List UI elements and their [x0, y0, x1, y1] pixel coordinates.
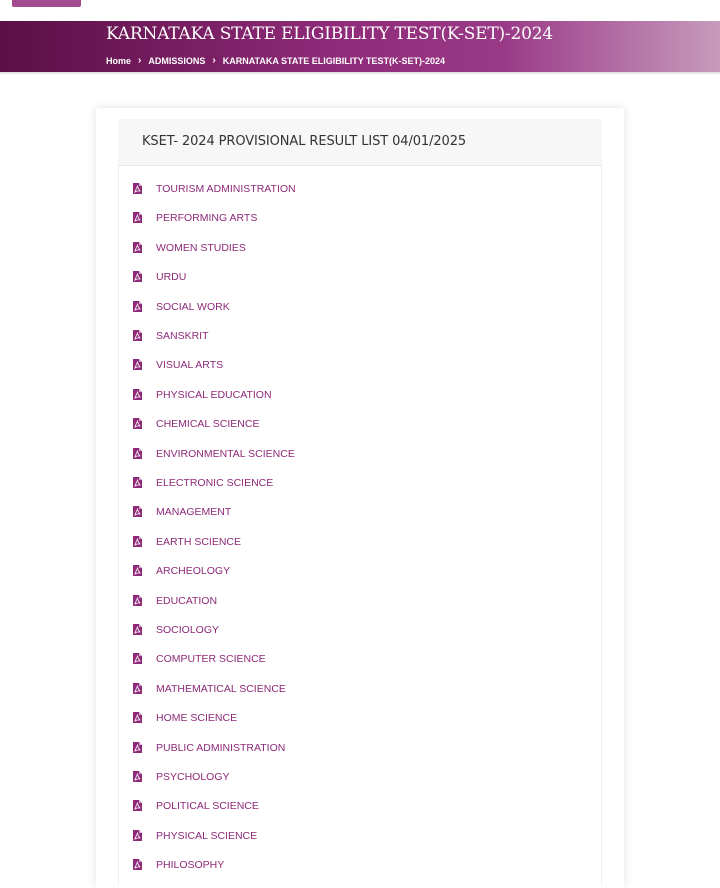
file-pdf-icon	[133, 183, 142, 194]
list-item	[119, 414, 603, 434]
result-list-card	[96, 108, 624, 888]
result-pdf-link[interactable]: PHYSICAL SCIENCE	[156, 829, 258, 842]
list-item	[119, 179, 603, 199]
chevron-right-icon: ›	[212, 55, 216, 66]
list-item	[119, 502, 603, 522]
file-pdf-icon	[133, 389, 142, 400]
list-item	[119, 738, 603, 758]
file-pdf-icon	[133, 477, 142, 488]
top-bar	[0, 0, 720, 21]
result-pdf-link[interactable]: SANSKRIT	[156, 330, 209, 342]
file-pdf-icon	[133, 624, 142, 635]
file-pdf-icon	[133, 683, 142, 694]
list-item	[119, 796, 603, 816]
result-pdf-link[interactable]: PERFORMING ARTS	[156, 212, 258, 225]
list-item	[119, 532, 603, 552]
file-pdf-icon	[133, 712, 142, 723]
file-pdf-icon	[133, 565, 142, 576]
list-item	[119, 561, 603, 581]
result-pdf-link[interactable]: HOME SCIENCE	[156, 712, 238, 725]
result-pdf-link[interactable]: ELECTRONIC SCIENCE	[156, 477, 274, 489]
list-item	[119, 297, 603, 317]
list-item	[119, 238, 603, 258]
file-pdf-icon	[133, 595, 142, 606]
result-pdf-link[interactable]: WOMEN STUDIES	[156, 241, 246, 254]
list-item	[119, 649, 603, 669]
list-item	[119, 208, 603, 228]
file-pdf-icon	[133, 448, 142, 459]
breadcrumb-admissions-link[interactable]: ADMISSIONS	[148, 55, 206, 66]
file-pdf-icon	[133, 212, 142, 223]
result-pdf-link[interactable]: PSYCHOLOGY	[156, 771, 230, 783]
result-pdf-link[interactable]: CHEMICAL SCIENCE	[156, 418, 260, 431]
list-item	[119, 826, 603, 846]
list-item	[119, 444, 603, 464]
result-pdf-link[interactable]: SOCIOLOGY	[156, 624, 220, 636]
list-item	[119, 355, 603, 375]
list-item	[119, 620, 603, 640]
result-pdf-link[interactable]: ENVIRONMENTAL SCIENCE	[156, 447, 295, 460]
result-pdf-link[interactable]: PHYSICAL EDUCATION	[156, 388, 272, 401]
result-pdf-link[interactable]: URDU	[156, 271, 187, 284]
card-title: KSET- 2024 PROVISIONAL RESULT LIST 04/01/2025	[142, 134, 467, 149]
file-pdf-icon	[133, 271, 142, 282]
result-pdf-link[interactable]: POLITICAL SCIENCE	[156, 800, 259, 813]
result-pdf-link[interactable]: MANAGEMENT	[156, 506, 232, 519]
breadcrumb-current: KARNATAKA STATE ELIGIBILITY TEST(K-SET)-2024	[222, 55, 446, 66]
list-item	[119, 385, 603, 405]
file-pdf-icon	[133, 653, 142, 664]
list-item	[119, 473, 603, 493]
banner-shadow	[0, 72, 720, 75]
list-item	[119, 591, 603, 611]
result-pdf-link[interactable]: COMPUTER SCIENCE	[156, 653, 266, 666]
file-pdf-icon	[133, 301, 142, 312]
result-pdf-link[interactable]: PUBLIC ADMINISTRATION	[156, 741, 286, 754]
result-pdf-link[interactable]: SOCIAL WORK	[156, 300, 230, 313]
file-pdf-icon	[133, 859, 142, 870]
file-pdf-icon	[133, 742, 142, 753]
list-item	[119, 767, 603, 787]
result-pdf-link[interactable]: PHILOSOPHY	[156, 859, 225, 872]
page-title: KARNATAKA STATE ELIGIBILITY TEST(K-SET)-2024	[106, 24, 553, 44]
breadcrumb-home-link[interactable]: Home	[106, 55, 132, 66]
result-pdf-link[interactable]: EDUCATION	[156, 594, 218, 607]
result-pdf-link[interactable]: VISUAL ARTS	[156, 359, 224, 372]
chevron-right-icon: ›	[138, 55, 142, 66]
list-item	[119, 708, 603, 728]
result-pdf-link[interactable]: ARCHEOLOGY	[156, 565, 231, 578]
breadcrumb	[106, 55, 445, 66]
result-pdf-link[interactable]: TOURISM ADMINISTRATION	[156, 183, 296, 195]
file-pdf-icon	[133, 506, 142, 517]
file-pdf-icon	[133, 830, 142, 841]
list-item	[119, 326, 603, 346]
list-item	[119, 679, 603, 699]
card-header	[118, 119, 602, 166]
list-item	[119, 855, 603, 875]
result-pdf-link[interactable]: MATHEMATICAL SCIENCE	[156, 682, 286, 695]
logo[interactable]	[12, 0, 81, 7]
file-pdf-icon	[133, 330, 142, 341]
file-pdf-icon	[133, 536, 142, 547]
file-pdf-icon	[133, 800, 142, 811]
file-pdf-icon	[133, 418, 142, 429]
file-pdf-icon	[133, 359, 142, 370]
file-pdf-icon	[133, 771, 142, 782]
file-pdf-icon	[133, 242, 142, 253]
result-list	[118, 166, 602, 886]
result-pdf-link[interactable]: EARTH SCIENCE	[156, 535, 241, 548]
list-item	[119, 267, 603, 287]
